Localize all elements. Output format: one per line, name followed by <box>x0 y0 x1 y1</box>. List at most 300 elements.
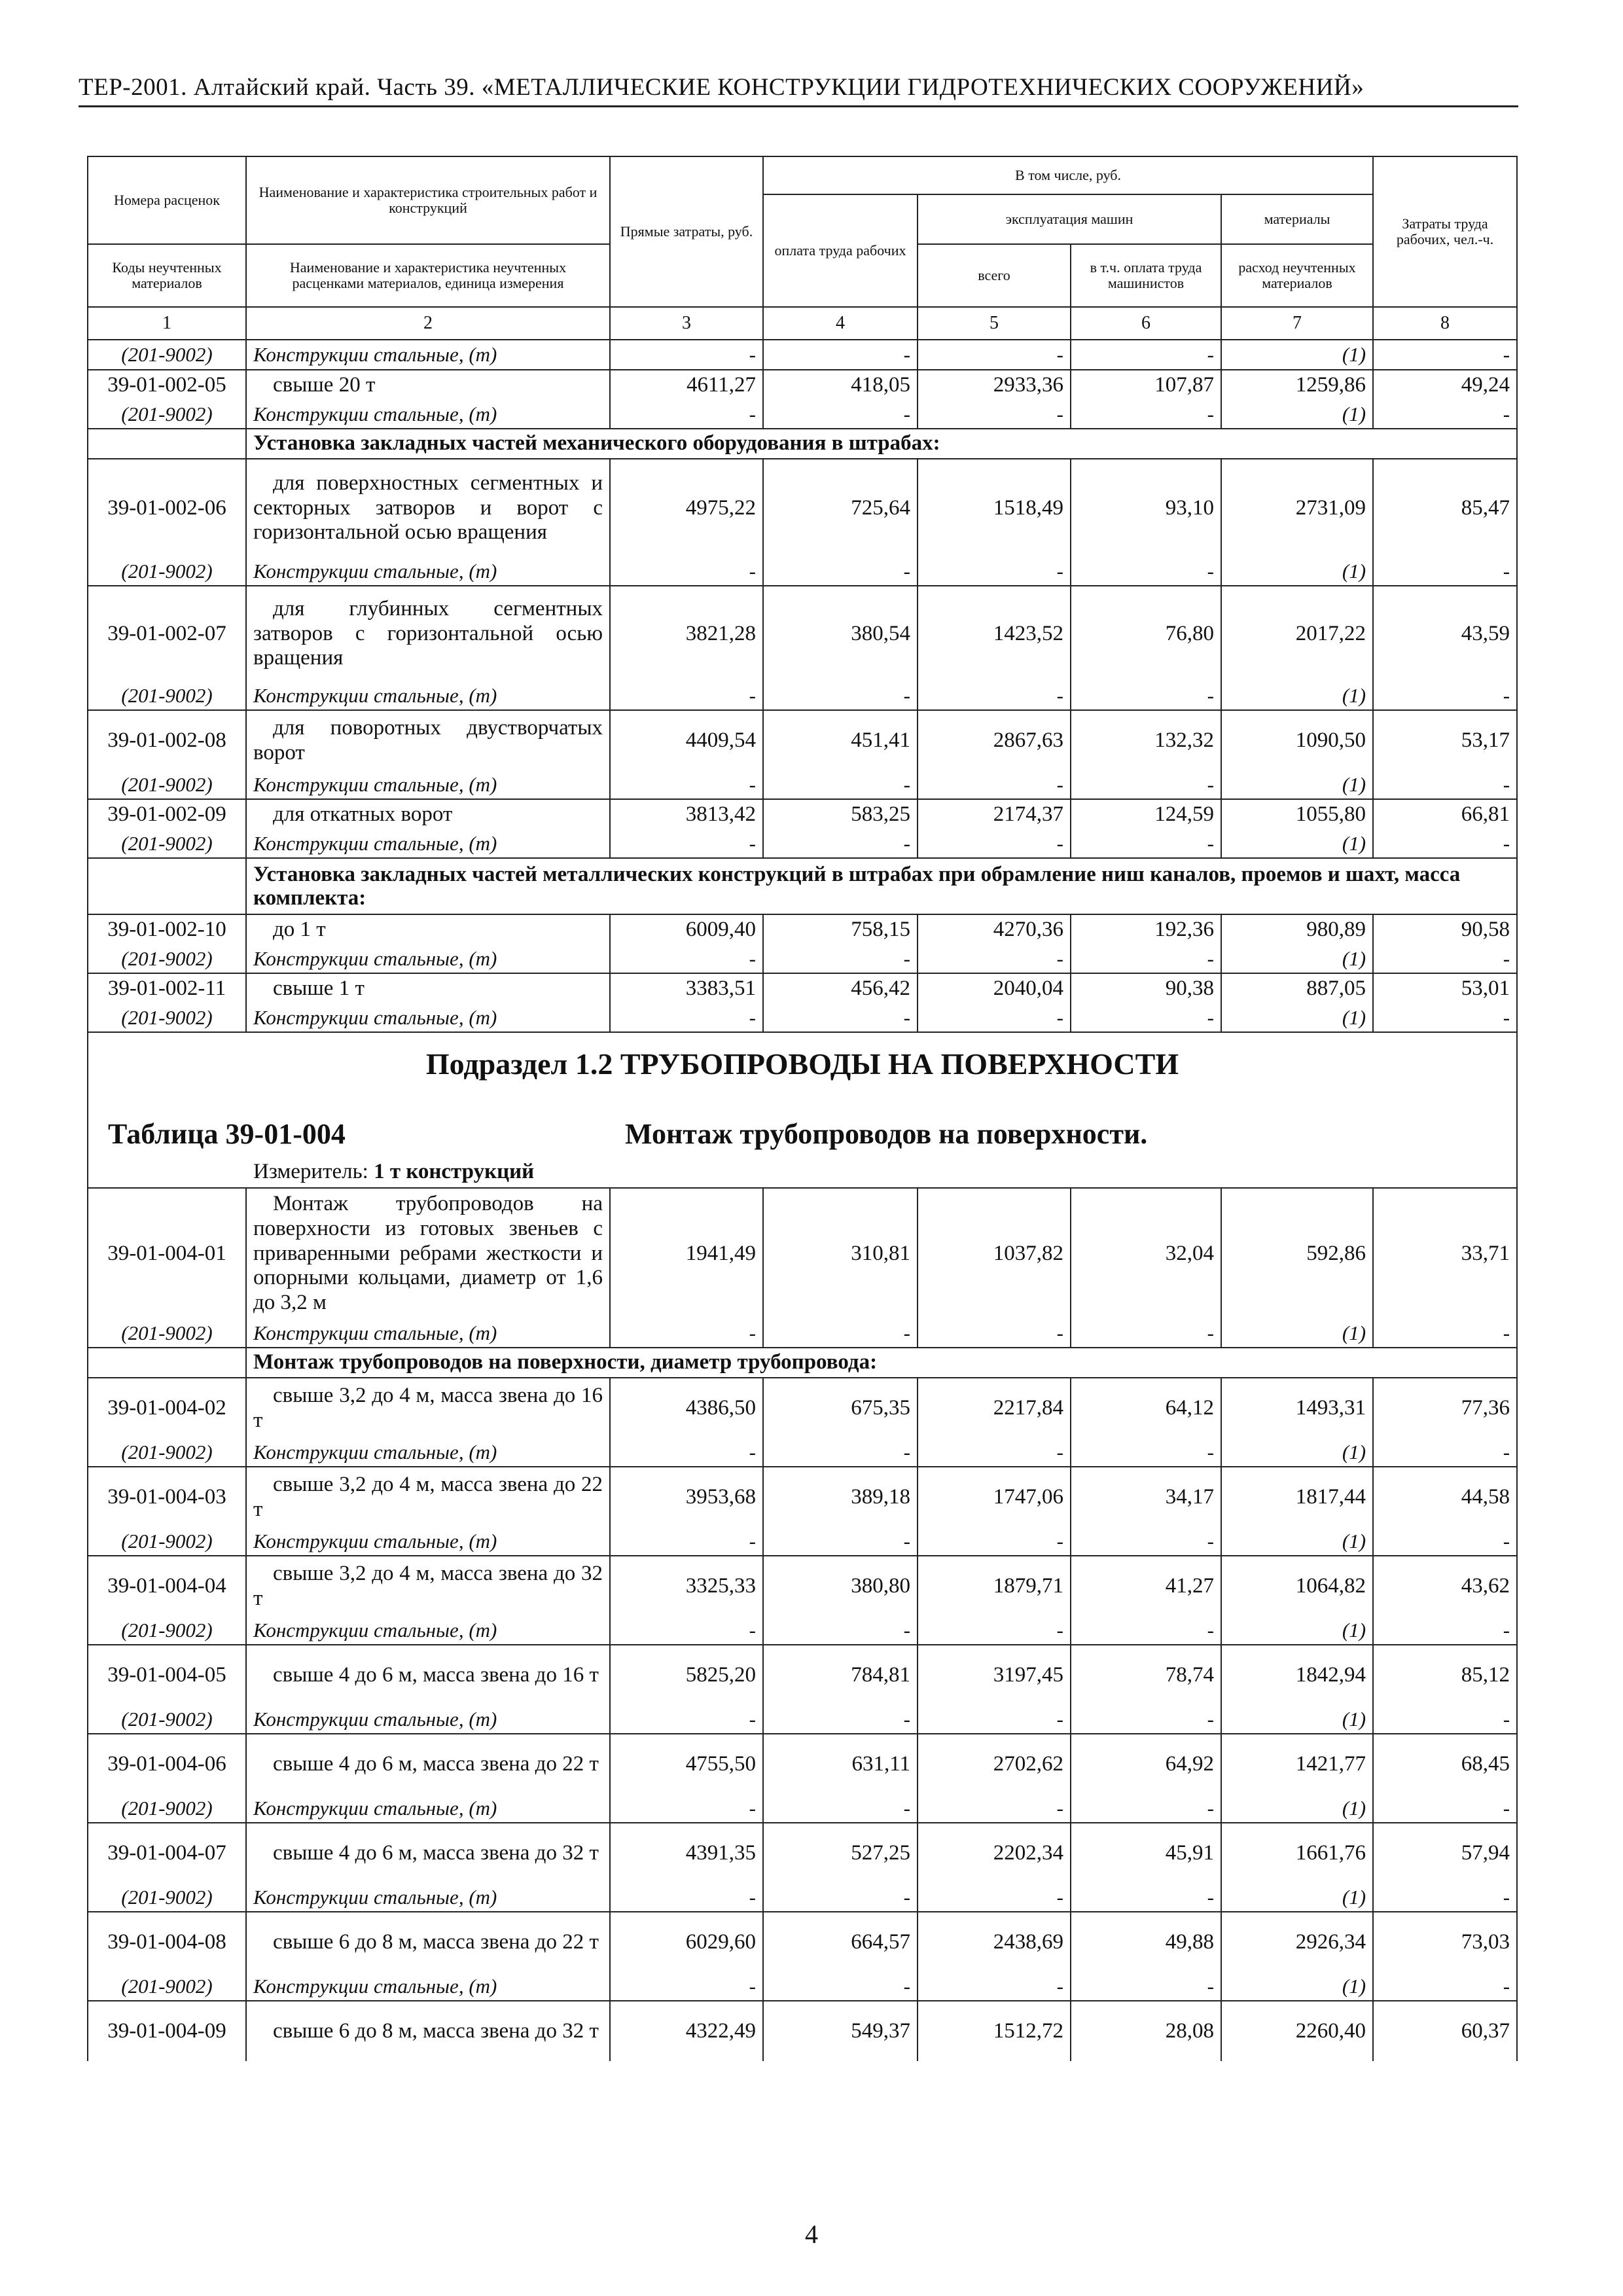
material-name: Конструкции стальные, (т) <box>246 1319 610 1348</box>
material-dash: - <box>763 1003 918 1032</box>
rate-description: свыше 3,2 до 4 м, масса звена до 32 т <box>246 1556 610 1616</box>
rate-row <box>88 586 1517 681</box>
material-code: (201-9002) <box>88 1705 246 1734</box>
rate-row <box>88 710 1517 770</box>
material-quantity: (1) <box>1221 1003 1373 1032</box>
material-code: (201-9002) <box>88 944 246 973</box>
rate-description: свыше 3,2 до 4 м, масса звена до 16 т <box>246 1378 610 1438</box>
material-dash: - <box>918 1972 1071 2001</box>
direct-cost: 6009,40 <box>610 914 763 944</box>
material-row <box>88 1527 1517 1556</box>
material-use: 1421,77 <box>1221 1734 1373 1794</box>
operators-pay: 124,59 <box>1071 799 1221 829</box>
operators-pay: 76,80 <box>1071 586 1221 681</box>
page-header: ТЕР-2001. Алтайский край. Часть 39. «МЕТАЛЛИЧЕСКИЕ КОНСТРУКЦИИ ГИДРОТЕХНИЧЕСКИХ СООРУЖЕНИЙ» <box>79 73 1518 107</box>
material-dash: - <box>918 1616 1071 1645</box>
rate-row <box>88 1734 1517 1794</box>
machines-total: 1512,72 <box>918 2001 1071 2061</box>
labor-hours: 85,12 <box>1373 1645 1517 1705</box>
rate-row <box>88 1188 1517 1319</box>
material-code: (201-9002) <box>88 1319 246 1348</box>
material-row <box>88 1616 1517 1645</box>
col-labor-hours-head: Затраты труда рабочих, чел.-ч. <box>1373 156 1517 307</box>
material-quantity: (1) <box>1221 340 1373 370</box>
rows-group-c <box>88 914 1517 1032</box>
rate-code: 39-01-004-01 <box>88 1188 246 1319</box>
page-number: 4 <box>805 2219 818 2249</box>
material-quantity: (1) <box>1221 1972 1373 2001</box>
rate-code: 39-01-004-03 <box>88 1467 246 1527</box>
col-including-head: В том числе, руб. <box>763 156 1373 194</box>
rate-row <box>88 1378 1517 1438</box>
rate-code: 39-01-004-09 <box>88 2001 246 2061</box>
material-code: (201-9002) <box>88 1438 246 1467</box>
operators-pay: 45,91 <box>1071 1823 1221 1883</box>
material-dash: - <box>1071 1438 1221 1467</box>
direct-cost: 3383,51 <box>610 973 763 1003</box>
rate-description: для откатных ворот <box>246 799 610 829</box>
material-name: Конструкции стальные, (т) <box>246 1794 610 1823</box>
column-number: 1 <box>88 307 246 340</box>
labor-hours: 44,58 <box>1373 1467 1517 1527</box>
material-dash: - <box>918 340 1071 370</box>
operators-pay: 34,17 <box>1071 1467 1221 1527</box>
labor-hours: 68,45 <box>1373 1734 1517 1794</box>
material-name: Конструкции стальные, (т) <box>246 1003 610 1032</box>
material-name: Конструкции стальные, (т) <box>246 1705 610 1734</box>
material-dash: - <box>763 557 918 586</box>
material-name: Конструкции стальные, (т) <box>246 1527 610 1556</box>
price-table <box>87 156 1518 2061</box>
labor-hours: 53,17 <box>1373 710 1517 770</box>
table-number: Таблица 39-01-004 <box>108 1118 346 1150</box>
material-name: Конструкции стальные, (т) <box>246 770 610 799</box>
rate-code: 39-01-004-05 <box>88 1645 246 1705</box>
rate-row <box>88 799 1517 829</box>
rate-description: свыше 4 до 6 м, масса звена до 16 т <box>246 1645 610 1705</box>
rate-description: свыше 4 до 6 м, масса звена до 32 т <box>246 1823 610 1883</box>
worker-pay: 784,81 <box>763 1645 918 1705</box>
material-quantity: (1) <box>1221 770 1373 799</box>
rate-row <box>88 1645 1517 1705</box>
material-dash: - <box>1373 1319 1517 1348</box>
rate-description: до 1 т <box>246 914 610 944</box>
material-dash: - <box>1373 1616 1517 1645</box>
material-code: (201-9002) <box>88 770 246 799</box>
material-code: (201-9002) <box>88 1527 246 1556</box>
rows-group-f <box>88 2001 1517 2061</box>
labor-hours: 43,62 <box>1373 1556 1517 1616</box>
material-dash: - <box>918 557 1071 586</box>
material-use: 1661,76 <box>1221 1823 1373 1883</box>
direct-cost: 3953,68 <box>610 1467 763 1527</box>
material-code: (201-9002) <box>88 400 246 429</box>
material-quantity: (1) <box>1221 944 1373 973</box>
measure-label: Измеритель: <box>253 1160 368 1183</box>
material-name: Конструкции стальные, (т) <box>246 340 610 370</box>
material-name: Конструкции стальные, (т) <box>246 829 610 858</box>
material-row <box>88 400 1517 429</box>
machines-total: 2438,69 <box>918 1912 1071 1972</box>
material-dash: - <box>1071 1972 1221 2001</box>
direct-cost: 1941,49 <box>610 1188 763 1319</box>
col-material-name-head: Наименование и характеристика неучтенных расценками материалов, единица измерения <box>246 244 610 307</box>
column-numbers-row <box>88 307 1517 340</box>
material-name: Конструкции стальные, (т) <box>246 1438 610 1467</box>
col-material-code-head: Коды неучтенных материалов <box>88 244 246 307</box>
material-dash: - <box>610 1794 763 1823</box>
labor-hours: 66,81 <box>1373 799 1517 829</box>
direct-cost: 3821,28 <box>610 586 763 681</box>
table-body <box>88 307 1517 370</box>
material-row <box>88 829 1517 858</box>
material-dash: - <box>610 1883 763 1912</box>
labor-hours: 73,03 <box>1373 1912 1517 1972</box>
worker-pay: 664,57 <box>763 1912 918 1972</box>
material-dash: - <box>763 681 918 710</box>
material-dash: - <box>918 1794 1071 1823</box>
material-code: (201-9002) <box>88 1616 246 1645</box>
labor-hours: 57,94 <box>1373 1823 1517 1883</box>
machines-total: 2040,04 <box>918 973 1071 1003</box>
rate-description: Монтаж трубопроводов на поверхности из готовых звеньев с приваренными ребрами жесткости и опорными кольцами, диаметр от 1,6 до 3,2 м <box>246 1188 610 1319</box>
material-dash: - <box>610 1319 763 1348</box>
col-machines-head: эксплуатация машин <box>918 194 1221 244</box>
col-material-use-head: расход неучтенных материалов <box>1221 244 1373 307</box>
material-use: 980,89 <box>1221 914 1373 944</box>
material-dash: - <box>610 944 763 973</box>
rate-description: для поворотных двустворчатых ворот <box>246 710 610 770</box>
operators-pay: 93,10 <box>1071 459 1221 557</box>
rate-description: для глубинных сегментных затворов с горизонтальной осью вращения <box>246 586 610 681</box>
material-dash: - <box>918 400 1071 429</box>
operators-pay: 64,12 <box>1071 1378 1221 1438</box>
machines-total: 1037,82 <box>918 1188 1071 1319</box>
column-number: 2 <box>246 307 610 340</box>
material-dash: - <box>763 1883 918 1912</box>
subsection-title: Подраздел 1.2 ТРУБОПРОВОДЫ НА ПОВЕРХНОСТИ <box>425 1047 1179 1081</box>
operators-pay: 192,36 <box>1071 914 1221 944</box>
labor-hours: 43,59 <box>1373 586 1517 681</box>
group-heading-3-body <box>88 1348 1517 1378</box>
material-dash: - <box>918 1438 1071 1467</box>
material-dash: - <box>918 681 1071 710</box>
machines-total: 1423,52 <box>918 586 1071 681</box>
material-code: (201-9002) <box>88 681 246 710</box>
material-quantity: (1) <box>1221 1705 1373 1734</box>
machines-total: 2217,84 <box>918 1378 1071 1438</box>
section-body <box>88 1032 1517 1188</box>
material-use: 1493,31 <box>1221 1378 1373 1438</box>
material-dash: - <box>763 770 918 799</box>
column-number: 7 <box>1221 307 1373 340</box>
direct-cost: 3813,42 <box>610 799 763 829</box>
material-use: 1055,80 <box>1221 799 1373 829</box>
group-heading-1-body <box>88 429 1517 459</box>
material-quantity: (1) <box>1221 400 1373 429</box>
rate-row <box>88 2001 1517 2061</box>
material-dash: - <box>1071 1319 1221 1348</box>
worker-pay: 549,37 <box>763 2001 918 2061</box>
material-code: (201-9002) <box>88 829 246 858</box>
material-use: 887,05 <box>1221 973 1373 1003</box>
direct-cost: 3325,33 <box>610 1556 763 1616</box>
material-dash: - <box>1071 1794 1221 1823</box>
material-quantity: (1) <box>1221 1319 1373 1348</box>
material-dash: - <box>763 400 918 429</box>
material-quantity: (1) <box>1221 829 1373 858</box>
worker-pay: 675,35 <box>763 1378 918 1438</box>
direct-cost: 4409,54 <box>610 710 763 770</box>
worker-pay: 758,15 <box>763 914 918 944</box>
rate-description: свыше 20 т <box>246 370 610 400</box>
table-head <box>88 156 1517 307</box>
material-dash: - <box>763 1616 918 1645</box>
material-dash: - <box>1071 340 1221 370</box>
rate-row <box>88 914 1517 944</box>
worker-pay: 583,25 <box>763 799 918 829</box>
material-dash: - <box>610 681 763 710</box>
rate-row <box>88 459 1517 557</box>
material-dash: - <box>918 1883 1071 1912</box>
material-code: (201-9002) <box>88 340 246 370</box>
rate-code: 39-01-004-06 <box>88 1734 246 1794</box>
column-number: 6 <box>1071 307 1221 340</box>
material-row <box>88 1883 1517 1912</box>
labor-hours: 90,58 <box>1373 914 1517 944</box>
material-use: 1842,94 <box>1221 1645 1373 1705</box>
worker-pay: 389,18 <box>763 1467 918 1527</box>
rate-code: 39-01-002-11 <box>88 973 246 1003</box>
rows-group-e <box>88 1378 1517 2001</box>
column-number: 3 <box>610 307 763 340</box>
material-dash: - <box>763 1319 918 1348</box>
material-name: Конструкции стальные, (т) <box>246 1616 610 1645</box>
labor-hours: 53,01 <box>1373 973 1517 1003</box>
material-dash: - <box>763 1527 918 1556</box>
material-dash: - <box>763 1438 918 1467</box>
material-dash: - <box>610 1705 763 1734</box>
material-dash: - <box>1071 557 1221 586</box>
material-use: 2260,40 <box>1221 2001 1373 2061</box>
operators-pay: 107,87 <box>1071 370 1221 400</box>
group-spacer <box>88 429 246 459</box>
machines-total: 2174,37 <box>918 799 1071 829</box>
machines-total: 2202,34 <box>918 1823 1071 1883</box>
material-dash: - <box>1373 557 1517 586</box>
material-quantity: (1) <box>1221 1438 1373 1467</box>
material-dash: - <box>1071 1616 1221 1645</box>
material-dash: - <box>763 1794 918 1823</box>
labor-hours: 77,36 <box>1373 1378 1517 1438</box>
direct-cost: 4755,50 <box>610 1734 763 1794</box>
rate-code: 39-01-002-08 <box>88 710 246 770</box>
group-heading-3: Монтаж трубопроводов на поверхности, диаметр трубопровода: <box>246 1348 1517 1378</box>
rate-code: 39-01-004-02 <box>88 1378 246 1438</box>
material-dash: - <box>1071 770 1221 799</box>
material-dash: - <box>1373 944 1517 973</box>
labor-hours: 33,71 <box>1373 1188 1517 1319</box>
material-row <box>88 1003 1517 1032</box>
rate-row <box>88 1467 1517 1527</box>
worker-pay: 418,05 <box>763 370 918 400</box>
operators-pay: 41,27 <box>1071 1556 1221 1616</box>
rate-code: 39-01-004-07 <box>88 1823 246 1883</box>
material-dash: - <box>1373 770 1517 799</box>
group-heading-2-body <box>88 858 1517 914</box>
operators-pay: 132,32 <box>1071 710 1221 770</box>
material-dash: - <box>763 1705 918 1734</box>
col-worker-pay-head: оплата труда рабочих <box>763 194 918 307</box>
material-dash: - <box>1071 1527 1221 1556</box>
group-spacer <box>88 1348 246 1378</box>
material-use: 1259,86 <box>1221 370 1373 400</box>
material-row <box>88 1705 1517 1734</box>
material-name: Конструкции стальные, (т) <box>246 400 610 429</box>
material-code: (201-9002) <box>88 1972 246 2001</box>
material-use: 592,86 <box>1221 1188 1373 1319</box>
worker-pay: 725,64 <box>763 459 918 557</box>
machines-total: 2867,63 <box>918 710 1071 770</box>
column-number: 8 <box>1373 307 1517 340</box>
rate-description: свыше 4 до 6 м, масса звена до 22 т <box>246 1734 610 1794</box>
operators-pay: 90,38 <box>1071 973 1221 1003</box>
worker-pay: 380,54 <box>763 586 918 681</box>
material-dash: - <box>1373 1883 1517 1912</box>
material-code: (201-9002) <box>88 1003 246 1032</box>
table-title: Монтаж трубопроводов на поверхности. <box>625 1118 1148 1150</box>
material-dash: - <box>610 340 763 370</box>
material-dash: - <box>1373 1527 1517 1556</box>
rate-description: свыше 6 до 8 м, масса звена до 32 т <box>246 2001 610 2061</box>
material-dash: - <box>1071 829 1221 858</box>
material-dash: - <box>1071 1705 1221 1734</box>
material-row <box>88 340 1517 370</box>
direct-cost: 4386,50 <box>610 1378 763 1438</box>
material-row <box>88 681 1517 710</box>
rate-code: 39-01-002-09 <box>88 799 246 829</box>
material-dash: - <box>1071 681 1221 710</box>
machines-total: 4270,36 <box>918 914 1071 944</box>
rate-code: 39-01-002-07 <box>88 586 246 681</box>
col-rate-number-head: Номера расценок <box>88 156 246 244</box>
material-row <box>88 1319 1517 1348</box>
group-heading-2: Установка закладных частей металлических конструкций в штрабах при обрамление ниш каналов, проемов и шахт, масса комплекта: <box>246 858 1517 914</box>
rate-code: 39-01-004-04 <box>88 1556 246 1616</box>
material-name: Конструкции стальные, (т) <box>246 1883 610 1912</box>
operators-pay: 32,04 <box>1071 1188 1221 1319</box>
machines-total: 1879,71 <box>918 1556 1071 1616</box>
material-use: 1064,82 <box>1221 1556 1373 1616</box>
machines-total: 1518,49 <box>918 459 1071 557</box>
material-dash: - <box>1373 1438 1517 1467</box>
material-quantity: (1) <box>1221 1527 1373 1556</box>
operators-pay: 49,88 <box>1071 1912 1221 1972</box>
rows-group-b <box>88 459 1517 858</box>
labor-hours: 49,24 <box>1373 370 1517 400</box>
material-dash: - <box>1373 829 1517 858</box>
material-row <box>88 557 1517 586</box>
material-dash: - <box>763 1972 918 2001</box>
material-dash: - <box>610 1616 763 1645</box>
operators-pay: 78,74 <box>1071 1645 1221 1705</box>
direct-cost: 4391,35 <box>610 1823 763 1883</box>
material-name: Конструкции стальные, (т) <box>246 1972 610 2001</box>
worker-pay: 631,11 <box>763 1734 918 1794</box>
material-dash: - <box>1373 400 1517 429</box>
material-quantity: (1) <box>1221 1616 1373 1645</box>
worker-pay: 451,41 <box>763 710 918 770</box>
rate-row <box>88 1823 1517 1883</box>
worker-pay: 527,25 <box>763 1823 918 1883</box>
material-dash: - <box>1071 1883 1221 1912</box>
col-materials-head: материалы <box>1221 194 1373 244</box>
material-dash: - <box>763 340 918 370</box>
operators-pay: 28,08 <box>1071 2001 1221 2061</box>
worker-pay: 380,80 <box>763 1556 918 1616</box>
measure-value: 1 т конструкций <box>374 1160 535 1183</box>
material-dash: - <box>918 829 1071 858</box>
machines-total: 2702,62 <box>918 1734 1071 1794</box>
direct-cost: 4975,22 <box>610 459 763 557</box>
rows-group-d <box>88 1188 1517 1348</box>
material-dash: - <box>1373 340 1517 370</box>
material-quantity: (1) <box>1221 557 1373 586</box>
rate-code: 39-01-004-08 <box>88 1912 246 1972</box>
labor-hours: 60,37 <box>1373 2001 1517 2061</box>
machines-total: 2933,36 <box>918 370 1071 400</box>
price-table-wrapper <box>87 156 1516 2061</box>
material-dash: - <box>918 770 1071 799</box>
material-name: Конструкции стальные, (т) <box>246 557 610 586</box>
material-code: (201-9002) <box>88 1794 246 1823</box>
material-row <box>88 944 1517 973</box>
rate-row <box>88 1556 1517 1616</box>
material-name: Конструкции стальные, (т) <box>246 681 610 710</box>
worker-pay: 456,42 <box>763 973 918 1003</box>
group-spacer <box>88 858 246 914</box>
material-use: 1817,44 <box>1221 1467 1373 1527</box>
rate-code: 39-01-002-06 <box>88 459 246 557</box>
material-use: 1090,50 <box>1221 710 1373 770</box>
labor-hours: 85,47 <box>1373 459 1517 557</box>
rate-code: 39-01-002-10 <box>88 914 246 944</box>
column-number: 4 <box>763 307 918 340</box>
material-dash: - <box>918 1003 1071 1032</box>
material-dash: - <box>610 557 763 586</box>
material-dash: - <box>610 1972 763 2001</box>
subsection-block <box>88 1032 1517 1188</box>
material-dash: - <box>918 1527 1071 1556</box>
material-dash: - <box>610 829 763 858</box>
material-row <box>88 1794 1517 1823</box>
worker-pay: 310,81 <box>763 1188 918 1319</box>
material-dash: - <box>610 1438 763 1467</box>
rate-row <box>88 370 1517 400</box>
material-dash: - <box>1373 1705 1517 1734</box>
material-quantity: (1) <box>1221 1883 1373 1912</box>
material-dash: - <box>763 944 918 973</box>
measure-line <box>253 1160 534 1185</box>
material-dash: - <box>1373 1003 1517 1032</box>
material-dash: - <box>610 770 763 799</box>
rate-description: для поверхностных сегментных и секторных затворов и ворот с горизонтальной осью вращения <box>246 459 610 557</box>
col-direct-cost-head: Прямые затраты, руб. <box>610 156 763 307</box>
material-use: 2017,22 <box>1221 586 1373 681</box>
material-dash: - <box>1071 400 1221 429</box>
rate-code: 39-01-002-05 <box>88 370 246 400</box>
col-operators-pay-head: в т.ч. оплата труда машинистов <box>1071 244 1221 307</box>
